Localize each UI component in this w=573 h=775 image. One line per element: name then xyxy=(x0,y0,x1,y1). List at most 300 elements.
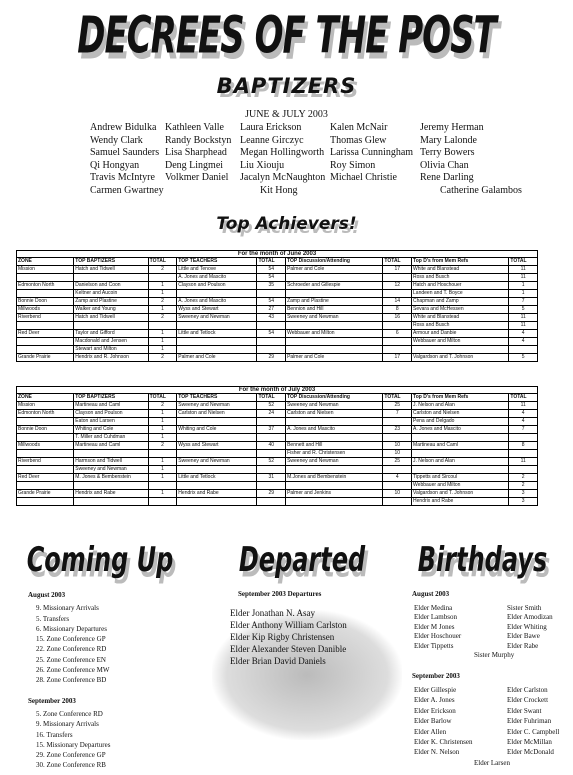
table-header-row xyxy=(17,258,538,266)
table-row xyxy=(17,482,538,490)
table-cell xyxy=(17,346,74,354)
baptizer-name: Liu Xiouju xyxy=(240,159,285,171)
table-cell: 10 xyxy=(383,490,412,498)
baptizer-name: Jeremy Herman xyxy=(420,122,484,133)
column-header: TOP Discussion/Attending xyxy=(286,258,383,266)
table-row xyxy=(17,474,538,482)
birthday-heading: August 2003 xyxy=(412,590,450,598)
table-cell xyxy=(383,466,412,474)
baptizers-banner: BAPTIZERS xyxy=(216,74,357,98)
table-cell: Riverbend xyxy=(17,458,74,466)
table-cell: Red Deer xyxy=(17,474,74,482)
birthday-name: Elder McDonald xyxy=(507,748,554,757)
table-cell: Martineau and Caml xyxy=(74,442,148,450)
birthday-name: Sister Murphy xyxy=(474,651,515,659)
table-cell: 27 xyxy=(257,306,286,314)
table-cell: 2 xyxy=(148,354,177,362)
table-cell: Fisher and R. Christensen xyxy=(286,450,383,458)
birthday-name: Elder Whiting xyxy=(507,622,547,631)
baptizers-column xyxy=(165,122,231,185)
table-cell: 10 xyxy=(383,442,412,450)
table-cell: 16 xyxy=(383,314,412,322)
baptizers-period: JUNE & JULY 2003 xyxy=(245,109,328,120)
table-cell: Walker and Young xyxy=(74,306,148,314)
table-cell xyxy=(509,434,538,442)
table-cell xyxy=(383,482,412,490)
table-cell: Eaton and Larsen xyxy=(74,418,148,426)
table-cell: 4 xyxy=(509,418,538,426)
table-cell: 4 xyxy=(509,330,538,338)
table-row xyxy=(17,466,538,474)
birthday-name: Elder Bawe xyxy=(507,632,540,641)
baptizer-name: Larissa Cunningham xyxy=(330,147,414,159)
baptizer-name: Samuel Saunders xyxy=(90,147,160,159)
table-cell: Bonnie Doon xyxy=(17,298,74,306)
table-cell: 25 xyxy=(383,402,412,410)
table-cell: 7 xyxy=(509,426,538,434)
table-cell xyxy=(383,498,412,506)
baptizer-name: Wendy Clark xyxy=(90,134,143,146)
table-cell: Webbauer and Milton xyxy=(412,482,509,490)
table-cell: 8 xyxy=(509,442,538,450)
table-row xyxy=(17,306,538,314)
table-cell xyxy=(257,346,286,354)
table-cell xyxy=(17,274,74,282)
table-cell: Mission xyxy=(17,266,74,274)
table-cell xyxy=(177,290,257,298)
table-cell: Little and Tenove xyxy=(177,266,257,274)
event-item: 9. Missionary Arrivals xyxy=(36,604,99,613)
coming-up-banner: Coming Up xyxy=(26,540,174,580)
table-cell: Edmonton North xyxy=(17,282,74,290)
table-cell xyxy=(383,322,412,330)
departure-name: Elder Brian David Daniels xyxy=(230,656,326,666)
table-cell xyxy=(74,450,148,458)
table-cell xyxy=(412,346,509,354)
table-cell: Hendrix and R. Johnson xyxy=(74,354,148,362)
table-cell: 1 xyxy=(148,282,177,290)
table-row xyxy=(17,442,538,450)
event-item: 9. Missionary Arrivals xyxy=(36,720,99,729)
june-table xyxy=(16,257,538,362)
table-cell xyxy=(177,322,257,330)
july-caption: For the month of July 2003 xyxy=(16,386,538,393)
table-cell: 1 xyxy=(148,418,177,426)
table-cell xyxy=(286,338,383,346)
june-caption: For the month of June 2003 xyxy=(16,250,538,257)
table-cell xyxy=(412,466,509,474)
birthday-name: Elder Hoschouer xyxy=(414,632,462,641)
table-cell xyxy=(148,482,177,490)
birthday-name: Elder Lambson xyxy=(414,613,457,622)
table-cell: 11 xyxy=(509,402,538,410)
table-cell xyxy=(257,482,286,490)
table-cell: Zamp and Plastine xyxy=(286,298,383,306)
table-cell: Chapman and Zamp xyxy=(412,298,509,306)
table-cell xyxy=(177,434,257,442)
table-row xyxy=(17,458,538,466)
table-cell: 1 xyxy=(148,434,177,442)
table-cell: 52 xyxy=(257,402,286,410)
table-cell: 6 xyxy=(383,330,412,338)
baptizer-name: Catherine Galambos xyxy=(440,184,522,196)
table-cell: Clayson and Poulson xyxy=(177,282,257,290)
table-cell: Armour and Danbie xyxy=(412,330,509,338)
birthday-name: Elder Tippetts xyxy=(414,641,454,650)
table-cell: 1 xyxy=(148,490,177,498)
table-row xyxy=(17,322,538,330)
table-row xyxy=(17,410,538,418)
event-item: 16. Transfers xyxy=(36,730,73,739)
table-cell xyxy=(17,290,74,298)
table-cell xyxy=(148,274,177,282)
birthday-name: Elder Medina xyxy=(414,604,453,612)
table-cell xyxy=(148,450,177,458)
table-cell: Millwoods xyxy=(17,442,74,450)
birthday-heading: September 2003 xyxy=(412,672,460,680)
baptizer-name: Olivia Chan xyxy=(420,159,469,171)
table-cell: Millwoods xyxy=(17,306,74,314)
table-cell xyxy=(286,274,383,282)
table-cell: Sweeney and Newman xyxy=(286,458,383,466)
table-cell: Webbauer and Milton xyxy=(412,338,509,346)
table-cell: 1 xyxy=(148,466,177,474)
table-cell xyxy=(257,466,286,474)
baptizer-name: Randy Bockstyn xyxy=(165,134,232,146)
table-cell: 2 xyxy=(148,298,177,306)
baptizer-name: Lisa Sharphead xyxy=(165,147,227,159)
table-cell: Wyss and Stewart xyxy=(177,306,257,314)
table-cell: Whiting and Cole xyxy=(74,426,148,434)
table-cell: Sweeney and Newman xyxy=(286,314,383,322)
departed-banner: Departed xyxy=(238,540,366,580)
column-header: TOTAL xyxy=(148,394,177,402)
birthday-name: Elder C. Campbell xyxy=(507,727,560,736)
table-cell: 29 xyxy=(257,490,286,498)
table-cell: 4 xyxy=(509,338,538,346)
table-cell: 1 xyxy=(148,410,177,418)
table-cell xyxy=(148,498,177,506)
table-cell xyxy=(257,418,286,426)
coming-up-section-heading: September 2003 xyxy=(28,696,76,705)
baptizer-name: Qi Hongyan xyxy=(90,159,140,171)
baptizer-name: Deng Lingmei xyxy=(165,159,224,171)
column-header: TOTAL xyxy=(509,258,538,266)
table-cell xyxy=(74,322,148,330)
column-header: TOP TEACHERS xyxy=(177,258,257,266)
birthday-name: Elder K. Christensen xyxy=(414,738,473,746)
table-cell: 52 xyxy=(257,458,286,466)
birthday-name: Elder McMillan xyxy=(507,738,552,746)
baptizer-name: Laura Erickson xyxy=(240,122,302,133)
birthday-name: Elder Allen xyxy=(414,727,447,736)
table-cell: Hendrix and Rabe xyxy=(177,490,257,498)
table-cell: 1 xyxy=(148,306,177,314)
table-cell: 2 xyxy=(148,442,177,450)
table-cell: 54 xyxy=(257,298,286,306)
baptizer-name: Volkmer Daniel xyxy=(165,172,229,184)
table-cell: Little and Tetlock xyxy=(177,330,257,338)
table-cell: 4 xyxy=(383,474,412,482)
table-cell: 1 xyxy=(148,330,177,338)
baptizer-name: Jacalyn McNaughton xyxy=(240,172,326,184)
table-cell xyxy=(257,290,286,298)
table-cell: Harmson and Tidwell xyxy=(74,458,148,466)
table-cell: 11 xyxy=(509,266,538,274)
table-cell xyxy=(17,498,74,506)
table-row xyxy=(17,346,538,354)
table-cell xyxy=(74,482,148,490)
table-cell xyxy=(17,418,74,426)
table-cell xyxy=(17,450,74,458)
table-row xyxy=(17,330,538,338)
table-cell: Hatch and Hoschouer xyxy=(412,282,509,290)
table-cell xyxy=(383,346,412,354)
event-item: 28. Zone Conference BD xyxy=(36,676,107,685)
table-row xyxy=(17,354,538,362)
table-cell: 3 xyxy=(509,490,538,498)
table-cell: Zamp and Plastine xyxy=(74,298,148,306)
table-cell: Schroeder and Gillespie xyxy=(286,282,383,290)
table-cell xyxy=(286,482,383,490)
table-cell xyxy=(74,274,148,282)
birthday-name: Elder Amodizan xyxy=(507,613,553,622)
table-cell: Grande Prairie xyxy=(17,354,74,362)
event-item: 5. Zone Conference RD xyxy=(36,709,103,718)
table-cell: Hendrix and Rabe xyxy=(74,490,148,498)
table-cell xyxy=(257,450,286,458)
column-header: TOP TEACHERS xyxy=(177,394,257,402)
table-cell: Webbauer and Milton xyxy=(286,330,383,338)
table-row xyxy=(17,274,538,282)
baptizers-column xyxy=(240,122,325,198)
table-cell xyxy=(286,418,383,426)
departure-name: Elder Jonathan N. Asay xyxy=(230,608,315,618)
coming-up-section-heading: August 2003 xyxy=(28,591,66,599)
column-header: TOTAL xyxy=(148,258,177,266)
baptizer-name: Megan Hollingworth xyxy=(240,147,325,159)
departure-name: Elder Anthony William Carlston xyxy=(230,620,347,630)
table-cell xyxy=(286,466,383,474)
table-cell: Clayson and Poulson xyxy=(74,410,148,418)
table-cell: 7 xyxy=(509,298,538,306)
table-cell xyxy=(383,434,412,442)
baptizer-name: Kit Hong xyxy=(260,184,298,196)
table-cell: 1 xyxy=(148,458,177,466)
table-cell: Riverbend xyxy=(17,314,74,322)
baptizer-name: Roy Simon xyxy=(330,159,376,171)
table-cell: Carlston and Nielsen xyxy=(412,410,509,418)
table-cell: 1 xyxy=(509,290,538,298)
table-cell: A. Jones and Mascito xyxy=(286,426,383,434)
table-cell: Stewart and Milton xyxy=(74,346,148,354)
table-cell xyxy=(286,498,383,506)
table-cell: 7 xyxy=(383,410,412,418)
column-header: TOTAL xyxy=(509,394,538,402)
table-cell xyxy=(177,346,257,354)
table-cell: 1 xyxy=(509,282,538,290)
table-cell: M. Jones & Bembenstein xyxy=(74,474,148,482)
coming-up-list xyxy=(28,590,208,771)
table-cell: Pena and Delgado xyxy=(412,418,509,426)
column-header: Top D's from Mem Refs xyxy=(412,258,509,266)
table-cell: 1 xyxy=(148,338,177,346)
table-cell: Valgardson and T. Johnson xyxy=(412,354,509,362)
table-row xyxy=(17,426,538,434)
table-cell: 37 xyxy=(257,426,286,434)
table-cell: Ross and Busch xyxy=(412,322,509,330)
table-cell: Mission xyxy=(17,402,74,410)
table-cell: Tippetts and Sircoul xyxy=(412,474,509,482)
table-cell: Sweeney and Newman xyxy=(177,458,257,466)
table-cell xyxy=(509,450,538,458)
table-cell: 40 xyxy=(257,442,286,450)
birthday-name: Elder M Jones xyxy=(414,622,455,631)
birthday-name: Elder Barlow xyxy=(414,717,452,726)
baptizer-name: Rene Darling xyxy=(420,172,474,184)
table-cell xyxy=(257,322,286,330)
departure-name: Elder Alexander Steven Danible xyxy=(230,644,347,654)
table-row xyxy=(17,450,538,458)
table-cell: M.Jones and Bembenstein xyxy=(286,474,383,482)
achievers-banner: Top Achievers! xyxy=(216,214,357,234)
table-cell: 29 xyxy=(257,354,286,362)
table-cell: Danielson and Coon xyxy=(74,282,148,290)
baptizer-name: Michael Christie xyxy=(330,172,397,184)
birthday-name: Elder Gillespie xyxy=(414,686,457,694)
column-header: TOTAL xyxy=(257,258,286,266)
table-cell xyxy=(17,434,74,442)
table-cell xyxy=(286,322,383,330)
table-cell: Sweeney and Newman xyxy=(74,466,148,474)
table-cell: 2 xyxy=(148,266,177,274)
table-cell xyxy=(177,466,257,474)
table-row xyxy=(17,314,538,322)
table-cell: 54 xyxy=(257,330,286,338)
table-cell: Bennett and Hill xyxy=(286,442,383,450)
table-cell xyxy=(177,450,257,458)
table-cell: Sweeney and Newman xyxy=(286,402,383,410)
table-cell: 5 xyxy=(509,354,538,362)
july-table-wrap xyxy=(16,386,538,506)
column-header: TOTAL xyxy=(257,394,286,402)
table-cell: Bonnie Doon xyxy=(17,426,74,434)
table-cell xyxy=(17,482,74,490)
table-cell: 11 xyxy=(509,322,538,330)
birthday-name: Elder Swant xyxy=(507,706,542,715)
table-cell: 17 xyxy=(383,354,412,362)
table-cell xyxy=(383,274,412,282)
departures-heading: September 2003 Departures xyxy=(238,590,322,598)
table-cell xyxy=(177,338,257,346)
table-cell xyxy=(17,322,74,330)
page-title: DECREES OF THE POST xyxy=(77,6,496,66)
table-cell xyxy=(177,498,257,506)
table-cell xyxy=(177,418,257,426)
table-cell xyxy=(148,322,177,330)
baptizer-name: Carmen Gwartney xyxy=(90,184,164,196)
table-cell: 2 xyxy=(148,314,177,322)
table-cell: White and Blanstead xyxy=(412,314,509,322)
table-cell xyxy=(383,418,412,426)
table-cell: Palmer and Cole xyxy=(286,354,383,362)
table-cell: Wyss and Stewart xyxy=(177,442,257,450)
table-cell: 25 xyxy=(383,458,412,466)
table-row xyxy=(17,418,538,426)
table-cell: 31 xyxy=(257,474,286,482)
table-row xyxy=(17,298,538,306)
departure-name: Elder Kip Rigby Christensen xyxy=(230,632,335,642)
baptizers-names xyxy=(0,122,573,202)
table-cell xyxy=(17,466,74,474)
birthday-name: Elder Carlston xyxy=(507,686,548,694)
table-cell: J. Nelson and Alan xyxy=(412,458,509,466)
table-cell xyxy=(286,346,383,354)
table-cell xyxy=(509,346,538,354)
table-cell: 35 xyxy=(257,282,286,290)
table-cell xyxy=(74,498,148,506)
table-cell: 4 xyxy=(509,410,538,418)
birthday-name: Elder Larsen xyxy=(474,758,510,767)
birthday-name: Elder Fuhriman xyxy=(507,717,552,726)
table-cell: 54 xyxy=(257,266,286,274)
table-cell: 43 xyxy=(257,314,286,322)
column-header: TOP BAPTIZERS xyxy=(74,258,148,266)
table-cell: Palmer and Cole xyxy=(177,354,257,362)
table-cell xyxy=(17,338,74,346)
baptizer-name: Mary Lalonde xyxy=(420,134,477,146)
birthday-name: Elder Crockett xyxy=(507,696,549,705)
table-cell xyxy=(257,338,286,346)
column-header: ZONE xyxy=(17,258,74,266)
table-row xyxy=(17,402,538,410)
baptizer-name: Terry Bowers xyxy=(420,147,475,159)
event-item: 22. Zone Conference RD xyxy=(36,645,107,654)
table-cell: Little and Tetlock xyxy=(177,474,257,482)
table-cell: Hatch and Tidwell xyxy=(74,266,148,274)
column-header: TOTAL xyxy=(383,258,412,266)
table-cell: J. Nelson and Alan xyxy=(412,402,509,410)
table-cell: A. Jones and Mascito xyxy=(177,298,257,306)
table-row xyxy=(17,434,538,442)
baptizer-name: Thomas Glew xyxy=(330,134,387,146)
table-cell: 12 xyxy=(383,282,412,290)
june-table-wrap xyxy=(16,250,538,362)
table-cell xyxy=(412,434,509,442)
column-header: TOTAL xyxy=(383,394,412,402)
table-row xyxy=(17,498,538,506)
baptizers-column xyxy=(330,122,413,185)
table-cell xyxy=(412,450,509,458)
table-cell: 2 xyxy=(148,402,177,410)
table-cell: A. Jones and Mascito xyxy=(412,426,509,434)
column-header: TOP BAPTIZERS xyxy=(74,394,148,402)
table-cell: T. Miller and Cuhdman xyxy=(74,434,148,442)
birthday-name: Sister Smith xyxy=(507,604,542,612)
table-cell: Macdonald and Jensen xyxy=(74,338,148,346)
table-cell: Edmonton North xyxy=(17,410,74,418)
table-cell: 17 xyxy=(383,266,412,274)
table-cell: Martineau and Caml xyxy=(412,442,509,450)
birthdays-block xyxy=(412,590,570,770)
event-item: 6. Missionary Departures xyxy=(36,624,107,633)
table-cell: Martineau and Caml xyxy=(74,402,148,410)
table-cell xyxy=(509,466,538,474)
table-cell xyxy=(286,290,383,298)
table-cell: 2 xyxy=(509,482,538,490)
table-cell: Sevara and McHessen xyxy=(412,306,509,314)
table-cell: 8 xyxy=(383,306,412,314)
